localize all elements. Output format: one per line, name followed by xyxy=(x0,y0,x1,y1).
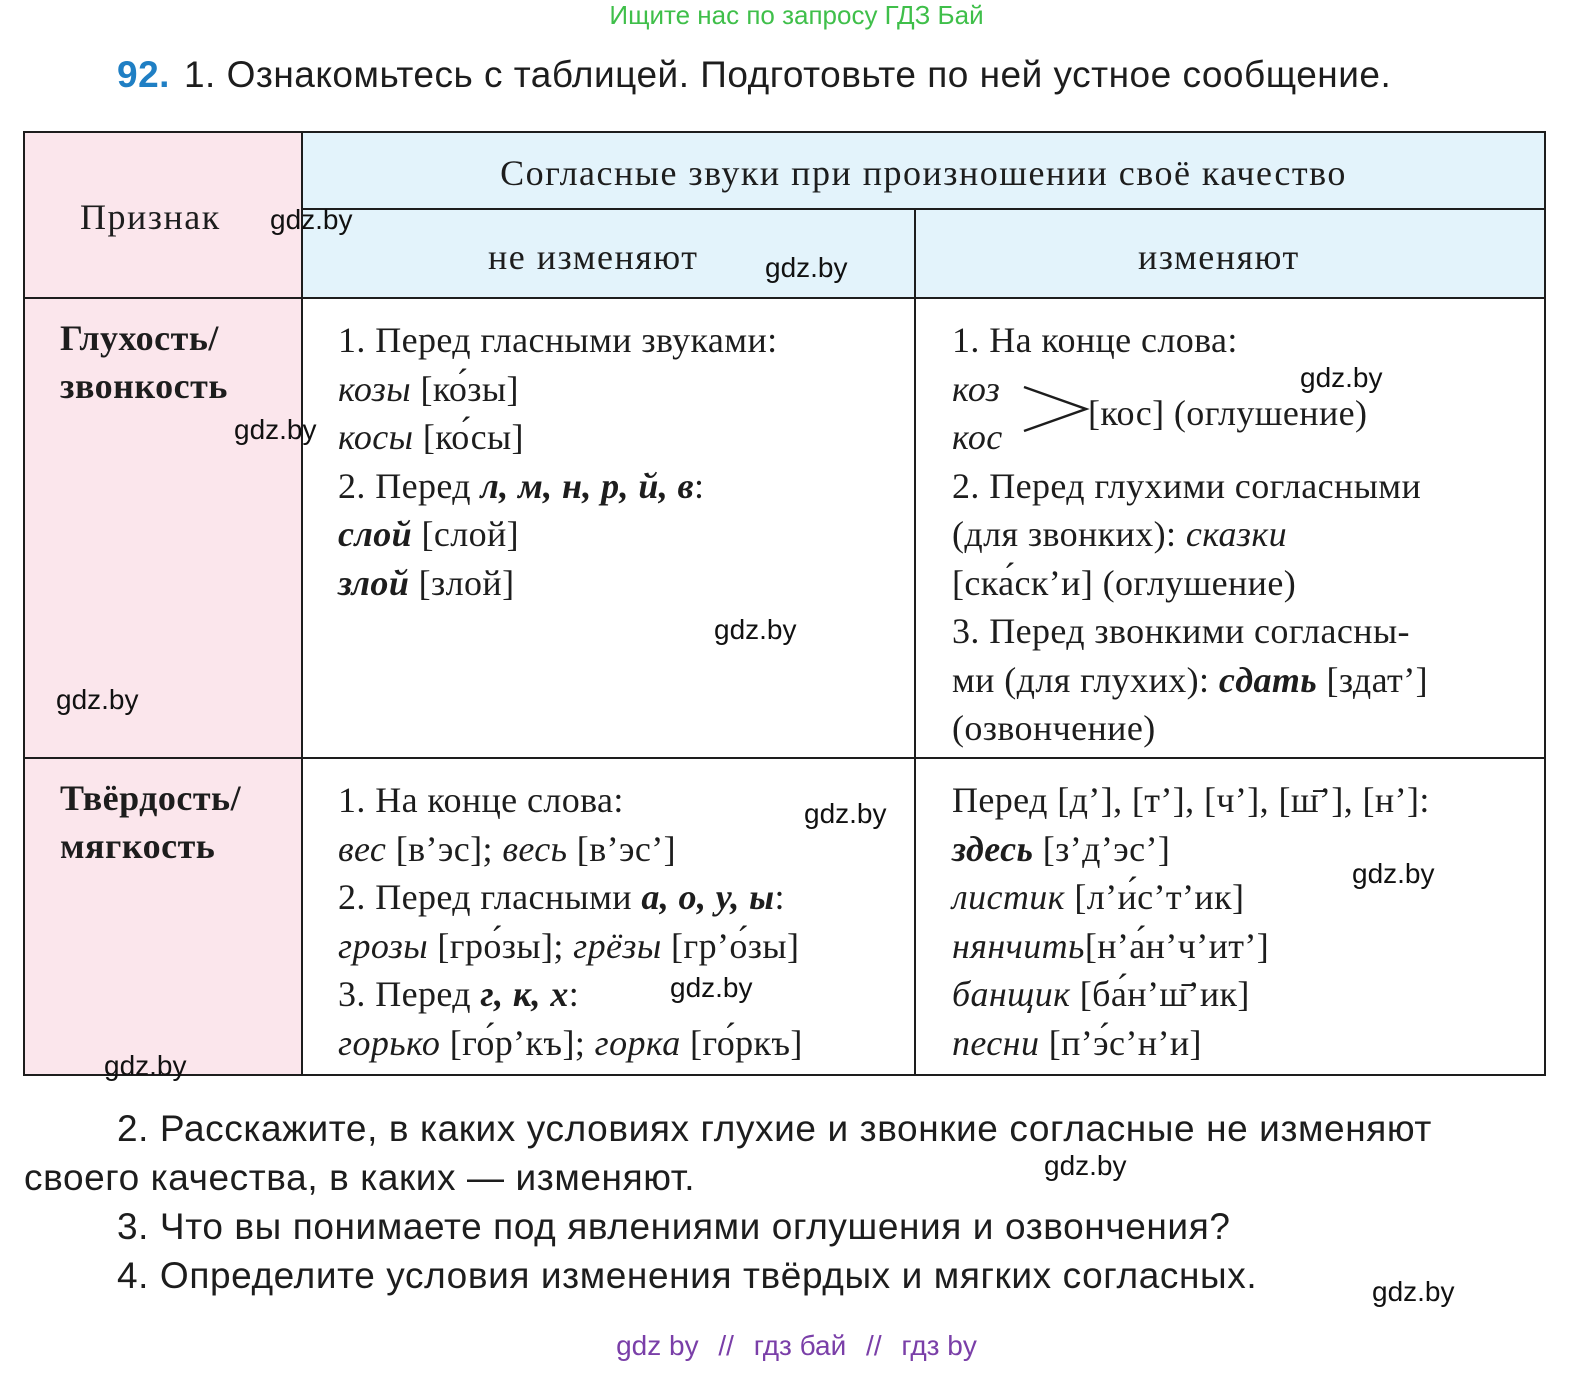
watermark: gdz.by xyxy=(56,684,139,715)
exercise-task-1: 1. Ознакомьтесь с таблицей. Подготовьте по ней устное сообщение. xyxy=(183,54,1392,95)
watermark: gdz.by xyxy=(765,252,848,283)
watermark: gdz.by xyxy=(104,1050,187,1081)
watermark: gdz.by xyxy=(804,798,887,829)
watermark: gdz.by xyxy=(1352,858,1435,889)
watermark: gdz.by xyxy=(1300,362,1383,393)
word-kos: кос xyxy=(952,416,1003,457)
footer-separator: // xyxy=(718,1330,734,1361)
footer-links xyxy=(0,1330,1593,1362)
merge-arrow-icon xyxy=(1022,379,1090,439)
header-changed: изменяют xyxy=(1138,237,1300,277)
watermark: gdz.by xyxy=(670,972,753,1003)
footer-link-3[interactable]: гдз by xyxy=(901,1330,977,1361)
question-3: 3. Что вы понимаете под явлениями оглушения и озвончения? xyxy=(117,1206,1231,1247)
header-feature: Признак xyxy=(80,197,221,237)
header-group: Согласные звуки при произношении своё качество xyxy=(500,153,1347,193)
row-voicing-feature: Глухость/ звонкость xyxy=(60,318,228,406)
header-unchanged: не изменяют xyxy=(488,237,699,277)
row-hardness-feature: Твёрдость/ мягкость xyxy=(60,778,242,866)
exercise-number: 92. xyxy=(117,54,170,95)
watermark: gdz.by xyxy=(1044,1150,1127,1181)
search-hint-banner: Ищите нас по запросу ГДЗ Бай xyxy=(609,0,984,30)
row-voicing-unchanged: 1. Перед гласными звуками: козы [ко́зы] косы [ко́сы] 2. Перед л, м, н, р, й, в: слой [слой] злой [злой] xyxy=(338,320,778,603)
footer-link-1[interactable]: gdz by xyxy=(616,1330,699,1361)
word-koz: коз xyxy=(952,368,1001,409)
row-hardness-changed: Перед [д’], [т’], [ч’], [ш̄’], [н’]: здесь [з’д’эс’] листик [л’и́с’т’ик] нянчить[н’а́н’ч’ит’] банщик [ба́н’ш̄’ик] песни [п’э́с’н’и] xyxy=(952,780,1430,1063)
question-2-line-2: своего качества, в каких — изменяют. xyxy=(24,1157,696,1198)
footer-link-2[interactable]: гдз бай xyxy=(753,1330,847,1361)
watermark: gdz.by xyxy=(234,414,317,445)
exercise-heading xyxy=(117,54,1391,96)
footer-separator: // xyxy=(866,1330,882,1361)
watermark: gdz.by xyxy=(270,204,353,235)
watermark: gdz.by xyxy=(714,614,797,645)
feature-column-fill xyxy=(24,132,302,1075)
question-4: 4. Определите условия изменения твёрдых и мягких согласных. xyxy=(117,1255,1258,1296)
row-voicing-changed: 1. На конце слова: коз кос [кос] (оглушение) 2. Перед глухими согласными (для звонких): сказки [ска́ск’и] (оглушение) 3. Перед звонкими согласны- ми (для глухих): сдать [здат’] (озвончение) xyxy=(952,320,1428,748)
watermark: gdz.by xyxy=(1372,1276,1455,1307)
question-2-line-1: 2. Расскажите, в каких условиях глухие и звонкие согласные не изменяют xyxy=(117,1108,1432,1149)
row-hardness-unchanged: 1. На конце слова: вес [в’эс]; весь [в’эс’] 2. Перед гласными а, о, у, ы: грозы [гро́зы]; грёзы [гр’о́зы] 3. Перед г, к, х: горько [го́р’къ]; горка [го́ркъ] xyxy=(338,780,803,1063)
